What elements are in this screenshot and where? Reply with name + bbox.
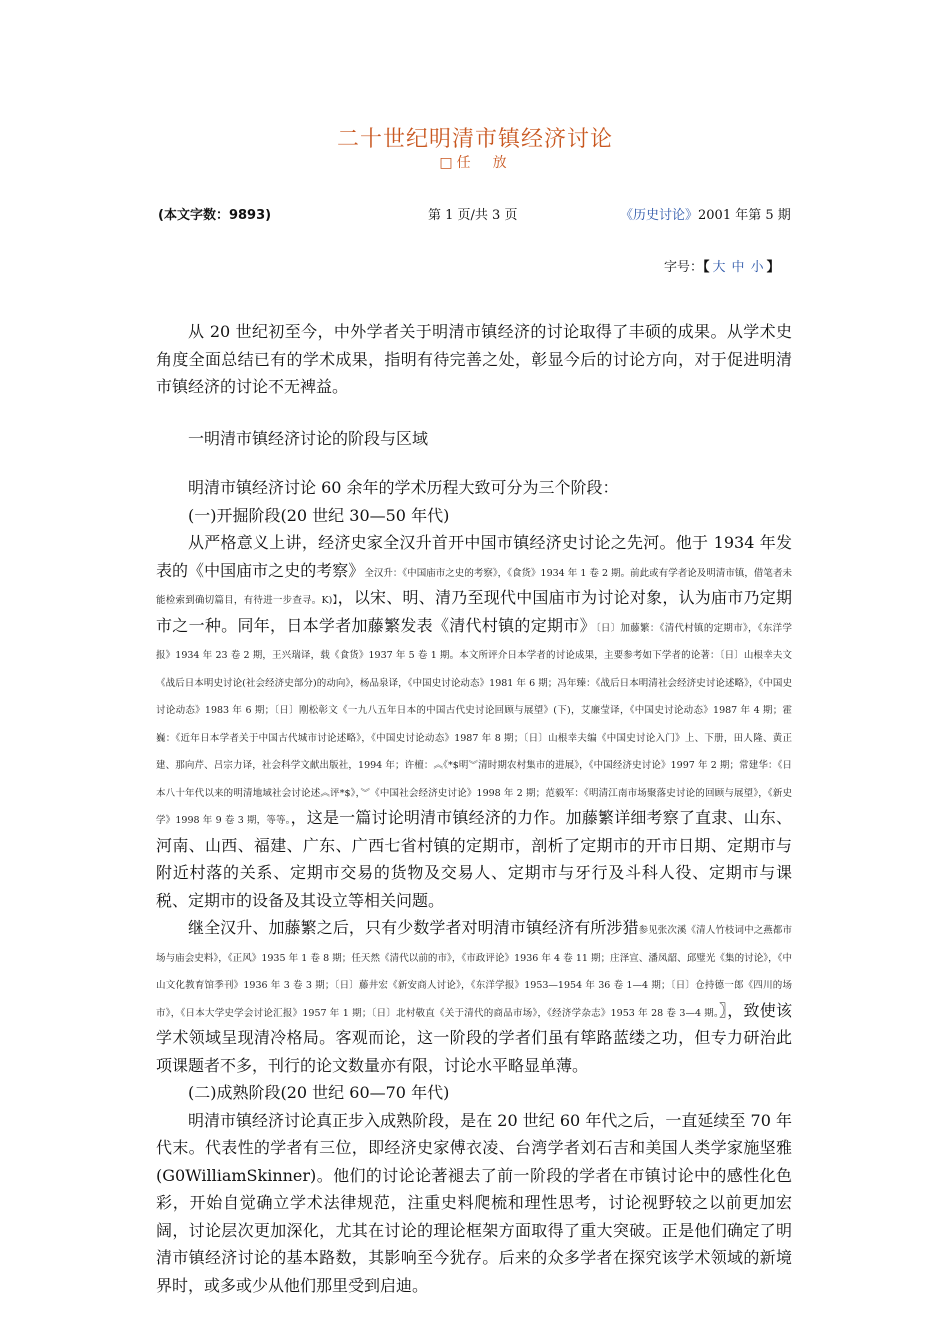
paragraph-followers	[156, 914, 792, 1079]
paragraph-quan-hansheng	[156, 529, 792, 914]
publication-info	[620, 204, 791, 223]
text-segment: ，以宋、明、清乃至现代中国庙市为讨论对象，认为庙市乃定期市之一种。同年，日本学者加藤繁发表《清代村镇的定期市》	[156, 588, 792, 635]
stage2-heading: (二)成熟阶段(20 世纪 60—70 年代)	[188, 1083, 450, 1102]
stage1-heading: (一)开掘阶段(20 世纪 30—50 年代)	[188, 505, 450, 525]
journal-link[interactable]: 《历史讨论》	[620, 208, 699, 223]
journal-issue: 2001 年第 5 期	[698, 208, 791, 223]
text-segment: 致使该学术领域呈现清冷格局。客观而论，这一阶段的学者们虽有筚路蓝缕之功，但专力研治此项课题者不多，刊行的论文数量亦有限，讨论水平略显单薄。	[156, 1000, 792, 1075]
page-info: 第 1 页/共 3 页	[428, 208, 518, 223]
article-body	[156, 318, 792, 1299]
font-size-small-link[interactable]: 小	[750, 260, 764, 275]
intro-paragraph: 从 20 世纪初至今，中外学者关于明清市镇经济的讨论取得了丰硕的成果。从学术史角度全面总结已有的学术成果，指明有待完善之处，彰显今后的讨论方向，对于促进明清市镇经济的讨论不无裨益。	[156, 322, 792, 396]
bracket-open: 【	[703, 260, 710, 275]
footnote-1: 全汉升：《中国庙市之史的考察》，《食货》1934 年 1 卷 2 期。前此或有学者论及明清市镇，借笔者未能检索到确切篇目，有待进一步查寻。K)】	[156, 567, 792, 606]
text-segment: 从严格意义上讲，经济史家全汉升首开中国市镇经济史讨论之先河。他于 1934 年发表的《中国庙市之史的考察》	[156, 533, 792, 580]
font-size-label: 字号：	[664, 260, 704, 275]
footnote-end-mark: 〗，	[719, 1000, 744, 1020]
font-size-medium-link[interactable]: 中	[731, 260, 745, 275]
text-segment: 继全汉升、加藤繁之后，只有少数学者对明清市镇经济有所涉猎	[188, 918, 639, 937]
article-author: □任 放	[439, 155, 511, 171]
font-size-control	[664, 256, 780, 275]
stages-intro: 明清市镇经济讨论 60 余年的学术历程大致可分为三个阶段：	[188, 478, 619, 497]
footnote-3: 参见张次溪《清人竹枝词中之燕都市场与庙会史料》，《正风》1935 年 1 卷 8 期；任天然《清代以前的市》，《市政评论》1936 年 4 卷 11 期；庄泽宣、潘凤韶、邱璧光《集的讨论》，《中山文化教育馆季刊》1936 年 3 卷 3 期；〔日〕藤井宏《新安商人讨论》，《东洋学报》1953—1954 年 36 卷 1—4 期；〔日〕仓持德一郎《四川的场市》，《日本大学史学会讨论汇报》1957 年 1 期；〔日〕北村敬直《关于清代的商品市场》，《经济学杂志》1953 年 28 卷 3—4 期。	[156, 925, 792, 1019]
paragraph-stage2: 明清市镇经济讨论真正步入成熟阶段，是在 20 世纪 60 年代之后，一直延续至 70 年代末。代表性的学者有三位，即经济史家傅衣凌、台湾学者刘石吉和美国人类学家施坚雅(G0WilliamSkinner)。他们的讨论论著褪去了前一阶段的学者在市镇讨论中的感性化色彩，开始自觉确立学术法律规范，注重史料爬梳和理性思考，讨论视野较之以前更加宏阔，讨论层次更加深化，尤其在讨论的理论框架方面取得了重大突破。正是他们确定了明清市镇经济讨论的基本路数，其影响至今犹存。后来的众多学者在探究该学术领域的新境界时，或多或少从他们那里受到启迪。	[156, 1110, 792, 1295]
section-heading: 一明清市镇经济讨论的阶段与区域	[188, 428, 429, 448]
footnote-2: 〔日〕加藤繁：《清代村镇的定期市》，《东洋学报》1934 年 23 卷 2 期，王兴瑞译，载《食货》1937 年 5 卷 1 期。本文所评介日本学者的讨论成果，主要参考如下学者的论著：〔日〕山根幸夫文《战后日本明史讨论(社会经济史部分)的动向》，杨品泉译，《中国史讨论动态》1981 年 6 期；冯年臻：《战后日本明清社会经济史讨论述略》，《中国史讨论动态》1983 年 6 期；〔日〕刚松彰文《一九八五年日本的中国古代史讨论回顾与展望》(下)，艾廉莹译，《中国史讨论动态》1987 年 4 期；霍巍：《近年日本学者关于中国古代城市讨论述略》，《中国史讨论动态》1987 年 8 期；〔日〕山根幸夫编《中国史讨论入门》上、下册，田人隆、黄正建、那向芹、吕宗力译，社会科学文献出版社，1994 年；许檀：︽《*$明︾清时期农村集市的进展》，《中国经济史讨论》1997 年 2 期；常建华：《日本八十年代以来的明清地域社会讨论述︽评*$》，︾《中国社会经济史讨论》1998 年 2 期；范毅军：《明清江南市场聚落史讨论的回顾与展望》，《新史学》1998 年 9 卷 3 期，等等。	[156, 622, 792, 826]
word-count: (本文字数：9893)	[158, 208, 272, 223]
font-size-large-link[interactable]: 大	[712, 260, 726, 275]
article-title: 二十世纪明清市镇经济讨论	[336, 127, 613, 152]
text-segment: ，这是一篇讨论明清市镇经济的力作。加藤繁详细考察了直隶、山东、河南、山西、福建、广东、广西七省村镇的定期市，剖析了定期市的开市日期、定期市与附近村落的关系、定期市交易的货物及交易人、定期市与牙行及斗科人役、定期市与课税、定期市的设备及其设立等相关问题。	[156, 808, 792, 910]
bracket-close: 】	[766, 260, 780, 275]
